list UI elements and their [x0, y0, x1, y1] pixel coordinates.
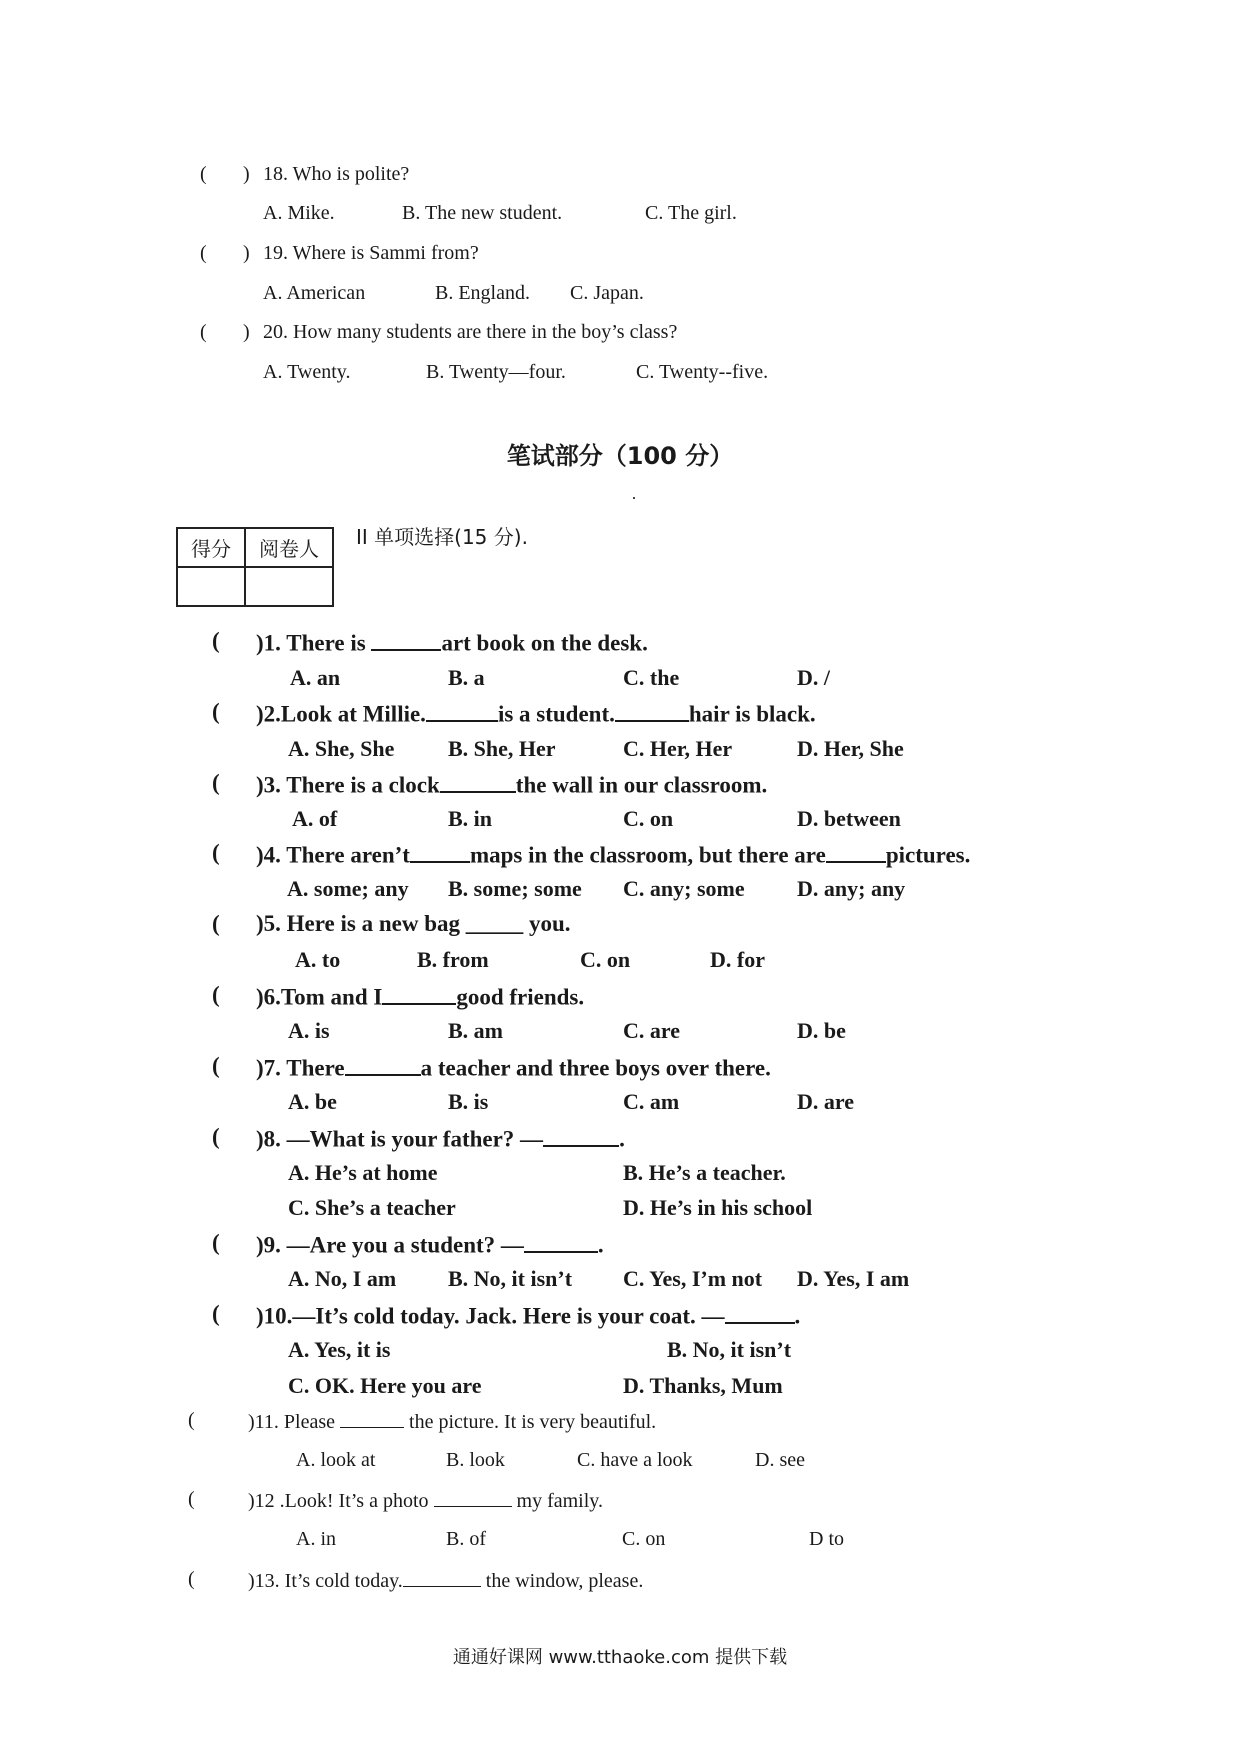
option-a: A. be [288, 1089, 337, 1114]
question-4 [256, 840, 970, 869]
question-text: )3. There is a clock [256, 772, 440, 798]
footer: 通通好课网 www.tthaoke.com 提供下载 [452, 1647, 788, 1668]
answer-blank[interactable] [345, 1053, 421, 1076]
option-d: D. any; any [797, 876, 906, 901]
option-b: B. in [448, 806, 493, 831]
option-b: B. The new student. [402, 202, 563, 224]
option-b: B. am [448, 1018, 503, 1043]
option-c: C. any; some [623, 876, 745, 901]
question-text: the wall in our classroom. [515, 772, 768, 798]
option-c: C. Yes, I’m not [623, 1266, 763, 1291]
option-b: B. is [448, 1089, 489, 1114]
answer-paren-open: ( [212, 770, 220, 795]
option-c: C. am [623, 1089, 680, 1114]
answer-blank[interactable] [426, 699, 498, 722]
answer-blank[interactable] [725, 1301, 795, 1324]
option-c: C. are [623, 1018, 681, 1043]
answer-blank[interactable] [440, 770, 516, 793]
option-a: A. American [263, 282, 366, 304]
option-d: D. Her, She [797, 736, 904, 761]
question-19: 19. Where is Sammi from? [263, 242, 479, 264]
question-text: the window, please. [480, 1570, 644, 1592]
option-a: A. some; any [287, 876, 409, 901]
question-text: is a student. [497, 701, 615, 727]
option-d: D. are [797, 1089, 855, 1114]
question-text: )6.Tom and I [256, 984, 383, 1010]
answer-blank[interactable] [371, 628, 441, 651]
question-text: )2.Look at Millie. [256, 701, 426, 727]
question-text: )13. It’s cold today. [248, 1570, 403, 1592]
option-d: D. / [797, 665, 830, 690]
score-cell[interactable] [177, 567, 245, 606]
question-11 [248, 1409, 656, 1434]
stray-dot [633, 497, 635, 499]
answer-paren-open: ( [212, 1053, 220, 1078]
answer-blank[interactable] [434, 1488, 512, 1507]
option-a: A. to [295, 947, 341, 972]
answer-blank[interactable] [382, 982, 456, 1005]
answer-paren-open: ( [212, 628, 220, 653]
question-6 [256, 982, 584, 1011]
question-9 [256, 1230, 604, 1259]
option-c: C. have a look [577, 1449, 693, 1471]
option-d: D. between [797, 806, 901, 831]
question-text: the picture. It is very beautiful. [404, 1411, 657, 1433]
option-d: D. for [710, 947, 765, 972]
answer-paren-open: ( [188, 1409, 195, 1431]
question-13 [248, 1568, 643, 1593]
option-d: D. be [797, 1018, 846, 1043]
question-text: my family. [511, 1490, 603, 1512]
question-12 [248, 1488, 603, 1513]
option-b: B. of [446, 1528, 486, 1550]
option-c: C. the [623, 665, 680, 690]
answer-blank[interactable] [410, 840, 470, 863]
option-b: B. He’s a teacher. [623, 1160, 786, 1185]
option-a: A. an [290, 665, 341, 690]
answer-paren-open: ( [212, 1124, 220, 1149]
question-text: hair is black. [688, 701, 816, 727]
answer-paren-close: ) [243, 321, 250, 343]
answer-paren-open: ( [200, 242, 207, 264]
answer-paren-open: ( [212, 699, 220, 724]
answer-paren-open: ( [212, 911, 220, 936]
question-text: maps in the classroom, but there are [469, 842, 826, 868]
option-a: A. in [296, 1528, 336, 1550]
option-c: C. on [622, 1528, 666, 1550]
question-20: 20. How many students are there in the boy’s class? [263, 321, 678, 343]
question-text: good friends. [456, 984, 585, 1010]
question-text: )12 .Look! It’s a photo [248, 1490, 434, 1512]
question-8 [256, 1124, 625, 1153]
option-a: A. look at [296, 1449, 376, 1471]
question-3 [256, 770, 767, 799]
option-c: C. on [623, 806, 674, 831]
answer-paren-open: ( [212, 982, 220, 1007]
answer-blank[interactable] [524, 1230, 598, 1253]
option-c: C. Her, Her [623, 736, 733, 761]
answer-blank[interactable] [403, 1568, 481, 1587]
question-text: pictures. [885, 842, 971, 868]
question-text: )9. —Are you a student? — [256, 1232, 524, 1258]
question-1 [256, 628, 648, 657]
question-text: )1. There is [256, 630, 372, 656]
question-10 [256, 1301, 800, 1330]
question-text: )8. —What is your father? — [256, 1126, 544, 1152]
option-b: B. a [448, 665, 485, 690]
answer-paren-open: ( [212, 1230, 220, 1255]
answer-paren-open: ( [212, 1301, 220, 1326]
option-a: A. is [288, 1018, 330, 1043]
answer-paren-open: ( [188, 1488, 195, 1510]
answer-blank[interactable] [543, 1124, 619, 1147]
option-a: A. No, I am [288, 1266, 397, 1291]
answer-paren-close: ) [243, 163, 250, 185]
option-b: B. England. [435, 282, 530, 304]
question-text: . [619, 1126, 625, 1152]
option-b: B. some; some [448, 876, 582, 901]
option-d: D. Thanks, Mum [623, 1373, 783, 1398]
question-text: )10.—It’s cold today. Jack. Here is your coat. — [256, 1303, 725, 1329]
answer-paren-close: ) [243, 242, 250, 264]
option-b: B. look [446, 1449, 505, 1471]
option-d: D. Yes, I am [797, 1266, 910, 1291]
option-b: B. No, it isn’t [448, 1266, 573, 1291]
option-b: B. She, Her [448, 736, 556, 761]
question-text: )4. There aren’t [256, 842, 410, 868]
answer-paren-open: ( [212, 840, 220, 865]
option-a: A. Yes, it is [288, 1337, 391, 1362]
question-2 [256, 699, 816, 728]
reviewer-cell[interactable] [245, 567, 333, 606]
option-d: D to [809, 1528, 844, 1550]
question-text: a teacher and three boys over there. [420, 1055, 771, 1081]
option-b: B. Twenty—four. [426, 361, 566, 383]
answer-blank[interactable] [340, 1409, 404, 1428]
option-c: C. She’s a teacher [288, 1195, 456, 1220]
option-b: B. from [417, 947, 489, 972]
option-c: C. The girl. [645, 202, 737, 224]
answer-paren-open: ( [200, 321, 207, 343]
option-a: A. She, She [288, 736, 395, 761]
answer-paren-open: ( [188, 1568, 195, 1590]
option-d: D. see [755, 1449, 805, 1471]
option-a: A. He’s at home [288, 1160, 438, 1185]
section-title: 笔试部分（100 分） [506, 442, 734, 470]
option-d: D. He’s in his school [623, 1195, 813, 1220]
option-c: C. Japan. [570, 282, 644, 304]
question-5: )5. Here is a new bag _____ you. [256, 911, 571, 936]
answer-paren-open: ( [200, 163, 207, 185]
score-header: 得分 [177, 528, 245, 567]
option-a: A. Mike. [263, 202, 335, 224]
question-18: 18. Who is polite? [263, 163, 410, 185]
answer-blank[interactable] [826, 840, 886, 863]
option-c: C. Twenty--five. [636, 361, 769, 383]
score-table [176, 527, 334, 607]
reviewer-header: 阅卷人 [245, 528, 333, 567]
question-text: )7. There [256, 1055, 345, 1081]
option-c: C. OK. Here you are [288, 1373, 482, 1398]
question-text: )11. Please [248, 1411, 341, 1433]
question-text: art book on the desk. [441, 630, 648, 656]
answer-blank[interactable] [615, 699, 689, 722]
option-c: C. on [580, 947, 631, 972]
option-b: B. No, it isn’t [667, 1337, 792, 1362]
question-7 [256, 1053, 771, 1082]
part2-title: II 单项选择(15 分). [356, 525, 528, 549]
question-text: . [597, 1232, 604, 1258]
option-a: A. of [292, 806, 338, 831]
option-a: A. Twenty. [263, 361, 351, 383]
question-text: . [794, 1303, 801, 1329]
